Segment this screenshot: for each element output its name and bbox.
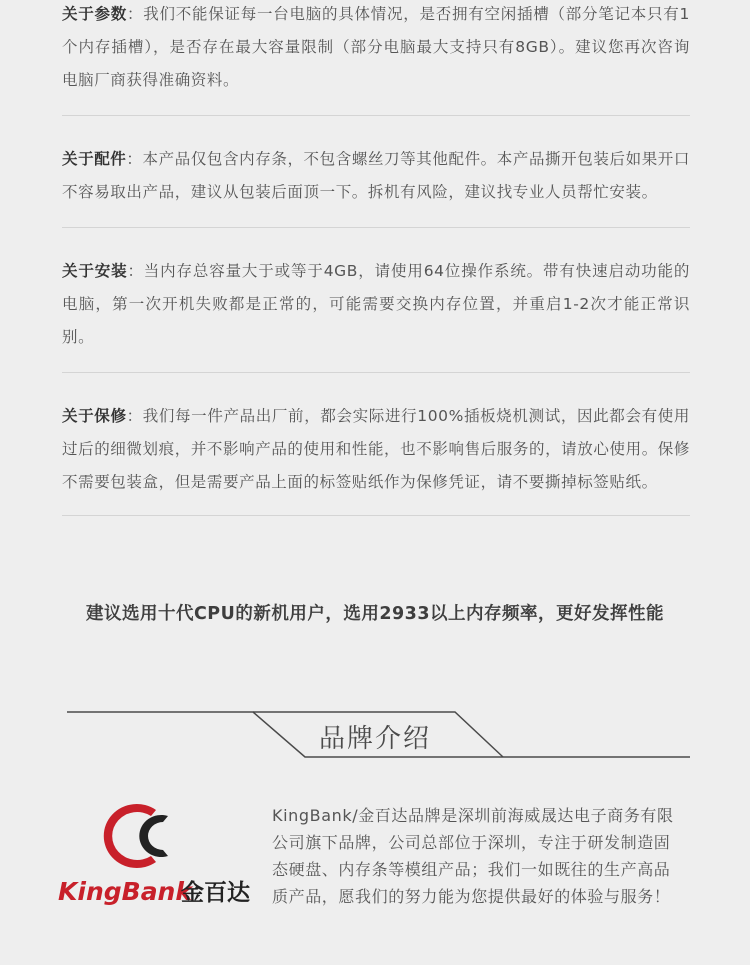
divider	[62, 227, 690, 228]
note-text: ：我们不能保证每一台电脑的具体情况，是否拥有空闲插槽（部分笔记本只有1个内存插槽），是否存在最大容量限制（部分电脑最大支持只有8GB）。建议您再次咨询电脑厂商获得准确资料。	[62, 5, 690, 89]
note-parameters	[62, 0, 690, 97]
recommendation-text: 建议选用十代CPU的新机用户，选用2933以上内存频率，更好发挥性能	[85, 604, 665, 624]
note-label: 关于参数	[62, 5, 128, 23]
brand-description: KingBank/金百达品牌是深圳前海威晟达电子商务有限公司旗下品牌，公司总部位于深圳，专注于研发制造固态硬盘、内存条等模组产品；我们一如既往的生产高品质产品，愿我们的努力能为您提供最好的体验与服务！	[272, 806, 674, 906]
note-label: 关于配件	[62, 150, 127, 168]
svg-text:KingBank: KingBank	[58, 877, 192, 906]
divider	[62, 515, 690, 516]
divider	[62, 115, 690, 116]
note-text: ：本产品仅包含内存条，不包含螺丝刀等其他配件。本产品撕开包装后如果开口不容易取出产品，建议从包装后面顶一下。拆机有风险，建议找专业人员帮忙安装。	[62, 150, 690, 201]
note-accessories	[62, 143, 690, 209]
note-text: ：当内存总容量大于或等于4GB，请使用64位操作系统。带有快速启动功能的电脑，第一次开机失败都是正常的，可能需要交换内存位置，并重启1-2次才能正常识别。	[62, 262, 690, 346]
logo-mark	[55, 800, 255, 915]
note-warranty	[62, 400, 690, 499]
note-label: 关于安装	[62, 262, 128, 280]
svg-text:金百达: 金百达	[181, 880, 250, 906]
note-text: ：我们每一件产品出厂前，都会实际进行100%插板烧机测试，因此都会有使用过后的细微划痕，并不影响产品的使用和性能，也不影响售后服务的，请放心使用。保修不需要包装盒，但是需要产品上面的标签贴纸作为保修凭证，请不要撕掉标签贴纸。	[62, 407, 690, 491]
note-installation	[62, 255, 690, 354]
divider	[62, 372, 690, 373]
kingbank-logo	[55, 800, 255, 915]
brand-section-header	[0, 700, 750, 780]
note-label: 关于保修	[62, 407, 127, 425]
brand-title: 品牌介绍	[318, 724, 431, 754]
notes-list	[62, 0, 690, 516]
